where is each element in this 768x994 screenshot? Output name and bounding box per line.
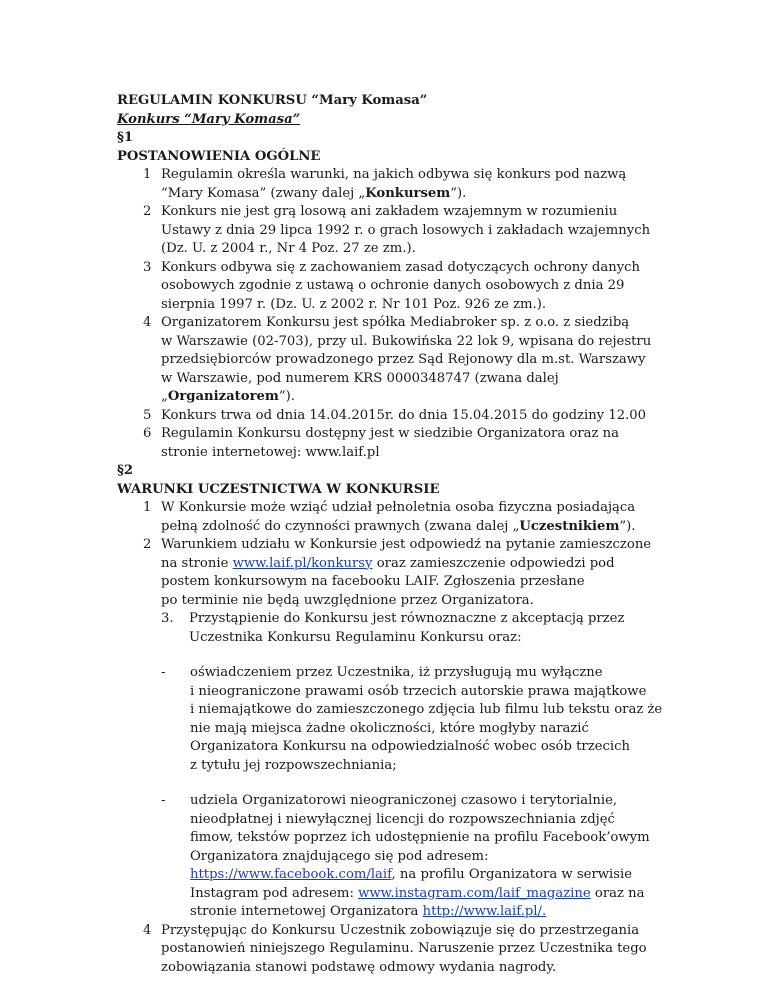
document-title: REGULAMIN KONKURSU “Mary Komasa” <box>117 93 428 108</box>
konkursy-link[interactable]: www.laif.pl/konkursy <box>232 555 373 571</box>
list-item: 1 W Konkursie może wziąć udział pełnoletnia osoba fizyczna posiadająca pełną zdolność do czynności prawnych (zwana dalej „Uczestnikiem”). <box>143 500 636 534</box>
facebook-link[interactable]: https://www.facebook.com/laif <box>190 867 392 882</box>
list-item: 6 Regulamin Konkursu dostępny jest w siedzibie Organizatora oraz na stronie internetowej: www.laif.pl <box>143 426 619 460</box>
list-item: 2 Warunkiem udziału w Konkursie jest odpowiedź na pytanie zamieszczone na stronie www.laif.pl/konkursy oraz zamieszczenie odpowiedzi pod postem konkursowym na facebooku LAIF. Zgłoszenia przesłane po terminie nie będą uwzględnione przez Organizatora. <box>143 537 652 608</box>
section1-mark: §1 <box>117 130 134 145</box>
bullet-item: - oświadczeniem przez Uczestnika, iż przysługują mu wyłączne i nieograniczone prawami osób trzecich autorskie prawa majątkowe i niemajątkowe do zamieszczonego zdjęcia lub filmu lub tekstu oraz że nie mają miejsca żadne okoliczności, które mogłyby narazić Organizatora Konkursu na odpowiedzialność wobec osób trzecich z tytułu jej rozpowszechniania; <box>161 665 663 773</box>
document-page <box>117 92 662 977</box>
section1-heading: POSTANOWIENIA OGÓLNE <box>117 148 321 164</box>
list-item: 1 Regulamin określa warunki, na jakich odbywa się konkurs pod nazwą “Mary Komasa” (zwany dalej „Konkursem”). <box>143 167 627 201</box>
instagram-link[interactable]: www.instagram.com/laif_magazine <box>358 885 591 901</box>
document-subtitle: Konkurs “Mary Komasa” <box>117 111 301 127</box>
section2-heading: WARUNKI UCZESTNICTWA W KONKURSIE <box>117 481 440 497</box>
section2-mark: §2 <box>117 463 134 478</box>
list-item: 2 Konkurs nie jest grą losową ani zakładem wzajemnym w rozumieniu Ustawy z dnia 29 lipca 1992 r. o grach losowych i zakładach wzajemnych (Dz. U. z 2004 r., Nr 4 Poz. 27 ze zm.). <box>143 204 651 256</box>
list-item: 4 Organizatorem Konkursu jest spółka Mediabroker sp. z o.o. z siedzibą w Warszawie (02-703), przy ul. Bukowińska 22 lok 9, wpisana do rejestru przedsiębiorców prowadzonego przez Sąd Rejonowy dla m.st. Warszawy w Warszawie, pod numerem KRS 0000348747 (zwana dalej „Organizatorem”). <box>143 315 652 404</box>
list-item: 3. Przystąpienie do Konkursu jest równoznaczne z akceptacją przez Uczestnika Konkursu Regulaminu Konkursu oraz: <box>161 611 625 645</box>
list-item: 3 Konkurs odbywa się z zachowaniem zasad dotyczących ochrony danych osobowych zgodnie z ustawą o ochronie danych osobowych z dnia 29 sierpnia 1997 r. (Dz. U. z 2002 r. Nr 101 Poz. 926 ze zm.). <box>143 259 641 312</box>
laif-website-link[interactable]: http://www.laif.pl/. <box>422 904 547 919</box>
list-item: 5 Konkurs trwa od dnia 14.04.2015r. do dnia 15.04.2015 do godziny 12.00 <box>143 407 647 423</box>
bullet-item: - udziela Organizatorowi nieograniczonej czasowo i terytorialnie, nieodpłatnej i niewyłącznej licencji do rozpowszechniania zdjęć fimow, tekstów poprzez ich udostępnienie na profilu Facebook’owym Organizatora znajdującego się pod adresem: https://www.facebook.com/laif, na profilu Organizatora w serwisie Instagram pod adresem: www.instagram.com/laif_magazine oraz na stronie internetowej Organizatora http://www.laif.pl/. <box>161 793 650 919</box>
list-item: 4 Przystępując do Konkursu Uczestnik zobowiązuje się do przestrzegania postanowień niniejszego Regulaminu. Naruszenie przez Uczestnika tego zobowiązania stanowi podstawę odmowy wydania nagrody. <box>143 922 647 975</box>
